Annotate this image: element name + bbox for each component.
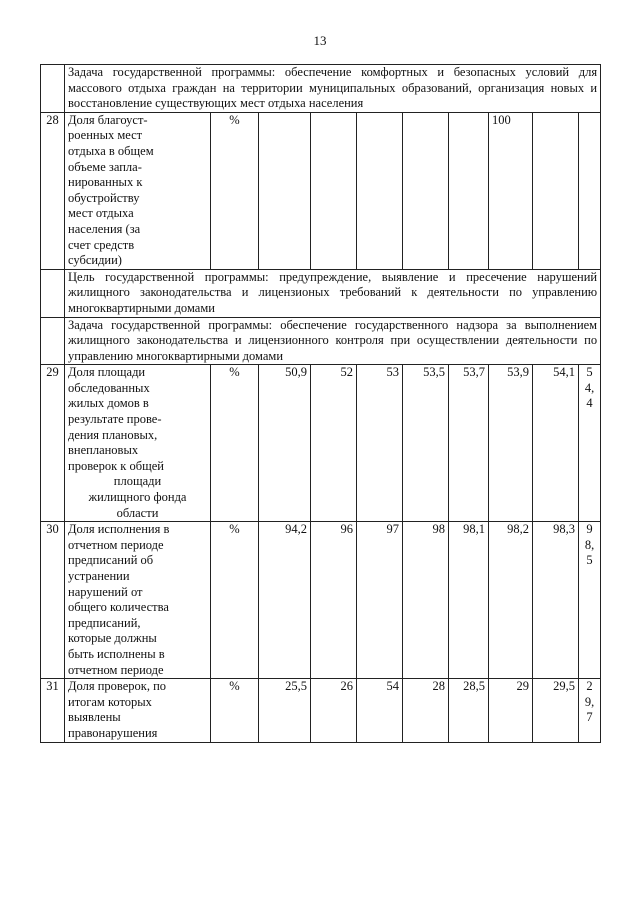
indicator-name-line: обустройству [68,190,140,205]
value-cell: 98 [403,522,449,679]
indicator-name-line: которые должны [68,631,157,646]
table-row [41,65,601,113]
indicator-name-line: населения (за [68,221,141,236]
table-row [41,317,601,365]
task-header: Задача государственной программы: обеспечение комфортных и безопасных условий для массового отдыха граждан на территории муниципальных образований, организация новых и восстановление существующих мест отдыха населения [65,65,601,113]
value-cell: 98, 5 [579,522,601,679]
unit-cell: % [211,365,259,522]
value-cell: 29, 7 [579,679,601,742]
indicator-name-line: предписаний, [68,615,141,630]
indicator-name-line: итогам которых [68,694,152,709]
indicator-name-line: отчетном периоде [68,537,164,552]
value-cell [579,112,601,269]
indicators-table [40,64,601,743]
indicator-name-line: выявлены [68,710,121,725]
indicator-name-line: обследованных [68,380,150,395]
value-cell [357,112,403,269]
value-cell: 98,3 [533,522,579,679]
table-row [41,112,601,269]
indicator-name-line: быть исполнены в [68,646,165,661]
value-cell: 50,9 [259,365,311,522]
value-cell: 54 [357,679,403,742]
value-cell: 54, 4 [579,365,601,522]
value-cell: 28,5 [449,679,489,742]
value-cell: 26 [311,679,357,742]
value-cell: 53,5 [403,365,449,522]
indicator-name-line: отчетном периоде [68,662,164,677]
table-row [41,522,601,679]
indicator-name-line: Доля исполнения в [68,522,170,537]
indicator-name-line: результате прове- [68,412,162,427]
task-header: Задача государственной программы: обеспечение государственного надзора за выполнением жилищного законодательства и лицензионного контроля при осуществлении деятельности по управлению многоквартирными домами [65,317,601,365]
indicator-name-line: жилищного фонда [88,490,187,505]
goal-header: Цель государственной программы: предупреждение, выявление и пресечение нарушений жилищного законодательства и лицензионых требований к деятельности по управлению многоквартирными домами [65,269,601,317]
value-cell [259,112,311,269]
value-cell: 100 [489,112,533,269]
row-number: 30 [41,522,65,679]
indicator-name-line: мест отдыха [68,206,134,221]
indicator-name-line: Доля площади [68,365,146,380]
value-cell: 54,1 [533,365,579,522]
unit-cell: % [211,679,259,742]
value-cell: 29,5 [533,679,579,742]
value-cell: 94,2 [259,522,311,679]
row-number: 28 [41,112,65,269]
value-cell: 53 [357,365,403,522]
indicator-name-line: внеплановых [68,443,139,458]
indicator-name-line: Доля проверок, по [68,679,167,694]
value-cell: 53,7 [449,365,489,522]
value-cell [449,112,489,269]
value-cell [311,112,357,269]
indicator-name-line: счет средств [68,237,135,252]
page-number: 13 [313,33,327,48]
value-cell: 98,2 [489,522,533,679]
row-number: 29 [41,365,65,522]
indicator-name-line: общего количества [68,600,169,615]
value-cell [533,112,579,269]
row-number: 31 [41,679,65,742]
table-row [41,365,601,522]
indicator-name-line: нарушений от [68,584,143,599]
indicator-name-line: площади [113,474,162,489]
indicator-name-line: проверок к общей [68,458,164,473]
indicator-name-line: устранении [68,569,130,583]
value-cell: 28 [403,679,449,742]
table-row [41,679,601,742]
value-cell: 98,1 [449,522,489,679]
indicator-name-line: правонарушения [68,725,158,740]
value-cell: 52 [311,365,357,522]
indicator-name-line: предписаний об [68,553,154,568]
value-cell: 96 [311,522,357,679]
indicator-name-line: дения плановых, [68,427,158,442]
indicator-name [65,112,211,269]
indicator-name-line: Доля благоуст- [68,112,148,127]
value-cell: 29 [489,679,533,742]
unit-cell: % [211,112,259,269]
value-cell: 25,5 [259,679,311,742]
value-cell: 53,9 [489,365,533,522]
value-cell: 97 [357,522,403,679]
indicator-name-line: роенных мест [68,128,143,143]
value-cell [403,112,449,269]
indicator-name [65,522,211,679]
table-row [41,269,601,317]
unit-cell: % [211,522,259,679]
indicator-name [65,365,211,522]
indicator-name-line: области [116,505,159,520]
indicator-name-line: жилых домов в [68,396,149,411]
indicator-name-line: объеме запла- [68,159,142,174]
indicator-name-line: нированных к [68,175,143,190]
indicator-name [65,679,211,742]
indicator-name-line: субсидии) [68,253,122,268]
indicator-name-line: отдыха в общем [68,143,154,158]
